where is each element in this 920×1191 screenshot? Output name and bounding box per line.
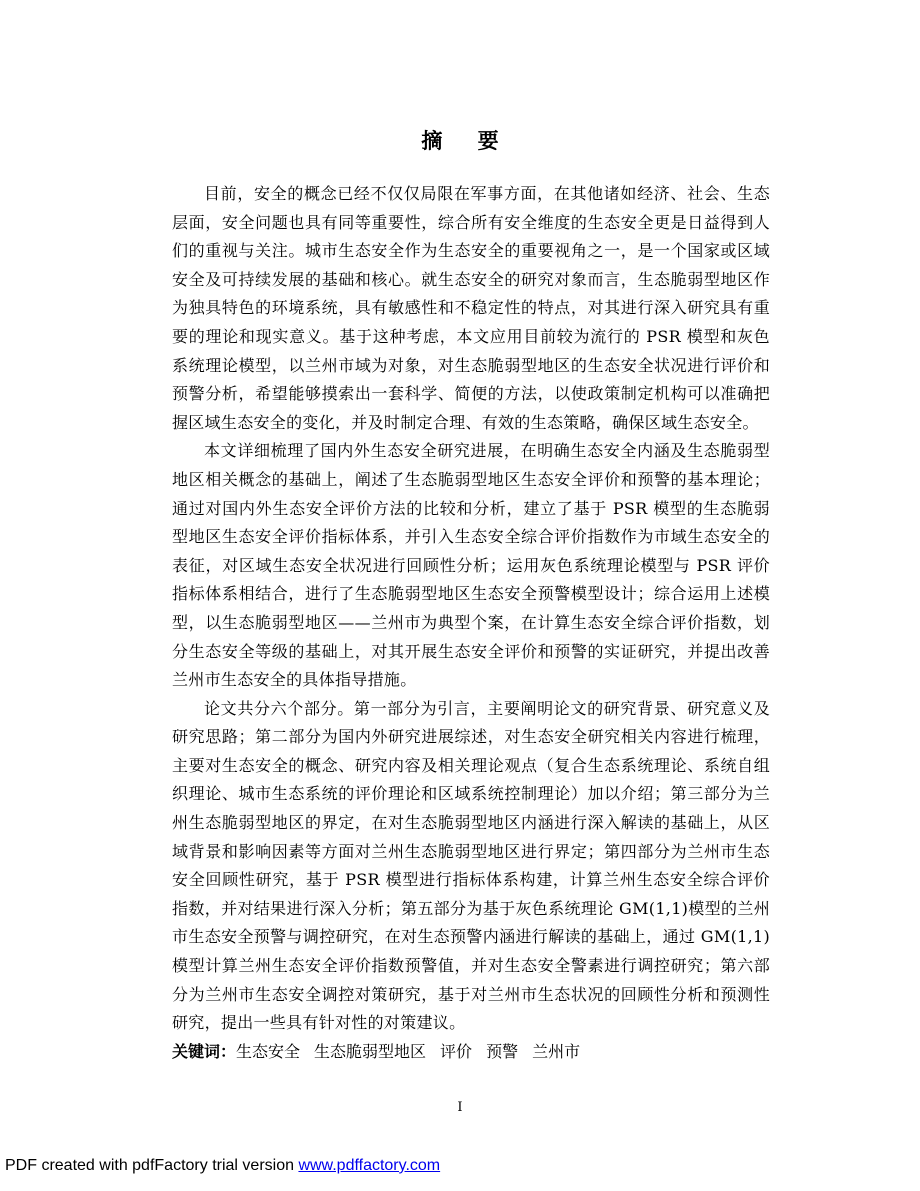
keywords-line — [172, 1038, 770, 1067]
abstract-paragraph-3: 论文共分六个部分。第一部分为引言，主要阐明论文的研究背景、研究意义及研究思路；第二部分为国内外研究进展综述，对生态安全研究相关内容进行梳理，主要对生态安全的概念、研究内容及相关理论观点（复合生态系统理论、系统自组织理论、城市生态系统的评价理论和区域系统控制理论）加以介绍；第三部分为兰州生态脆弱型地区的界定，在对生态脆弱型地区内涵进行深入解读的基础上，从区域背景和影响因素等方面对兰州生态脆弱型地区进行界定；第四部分为兰州市生态安全回顾性研究，基于 PSR 模型进行指标体系构建，计算兰州生态安全综合评价指数，并对结果进行深入分析；第五部分为基于灰色系统理论 GM(1,1)模型的兰州市生态安全预警与调控研究，在对生态预警内涵进行解读的基础上，通过 GM(1,1)模型计算兰州生态安全评价指数预警值，并对生态安全警素进行调控研究；第六部分为兰州市生态安全调控对策研究，基于对兰州市生态状况的回顾性分析和预测性研究，提出一些具有针对性的对策建议。 — [172, 698, 770, 1033]
keyword-item: 兰州市 — [532, 1041, 581, 1061]
keyword-item: 预警 — [486, 1041, 519, 1061]
footer-text: PDF created with pdfFactory trial version — [5, 1157, 299, 1174]
page-number: I — [457, 1100, 463, 1115]
keyword-item: 评价 — [440, 1041, 473, 1061]
keyword-item: 生态脆弱型地区 — [314, 1041, 427, 1061]
pdf-footer — [5, 1155, 440, 1177]
page-title: 摘 要 — [421, 129, 513, 153]
abstract-paragraph-1: 目前，安全的概念已经不仅仅局限在军事方面，在其他诸如经济、社会、生态层面，安全问题也具有同等重要性，综合所有安全维度的生态安全更是日益得到人们的重视与关注。城市生态安全作为生态安全的重要视角之一，是一个国家或区域安全及可持续发展的基础和核心。就生态安全的研究对象而言，生态脆弱型地区作为独具特色的环境系统，具有敏感性和不稳定性的特点，对其进行深入研究具有重要的理论和现实意义。基于这种考虑，本文应用目前较为流行的 PSR 模型和灰色系统理论模型，以兰州市域为对象，对生态脆弱型地区的生态安全状况进行评价和预警分析，希望能够摸索出一套科学、简便的方法，以使政策制定机构可以准确把握区域生态安全的变化，并及时制定合理、有效的生态策略，确保区域生态安全。 — [172, 184, 770, 432]
keyword-item: 生态安全 — [236, 1041, 301, 1061]
abstract-body — [172, 180, 770, 1066]
abstract-paragraph-2: 本文详细梳理了国内外生态安全研究进展，在明确生态安全内涵及生态脆弱型地区相关概念的基础上，阐述了生态脆弱型地区生态安全评价和预警的基本理论；通过对国内外生态安全评价方法的比较和分析，建立了基于 PSR 模型的生态脆弱型地区生态安全评价指标体系，并引入生态安全综合评价指数作为市域生态安全的表征，对区域生态安全状况进行回顾性分析；运用灰色系统理论模型与 PSR 评价指标体系相结合，进行了生态脆弱型地区生态安全预警模型设计；综合运用上述模型，以生态脆弱型地区——兰州市为典型个案，在计算生态安全综合评价指数，划分生态安全等级的基础上，对其开展生态安全评价和预警的实证研究，并提出改善兰州市生态安全的具体指导措施。 — [172, 441, 770, 690]
footer-link[interactable]: www.pdffactory.com — [298, 1157, 441, 1174]
keywords-label: 关键词： — [172, 1041, 237, 1061]
